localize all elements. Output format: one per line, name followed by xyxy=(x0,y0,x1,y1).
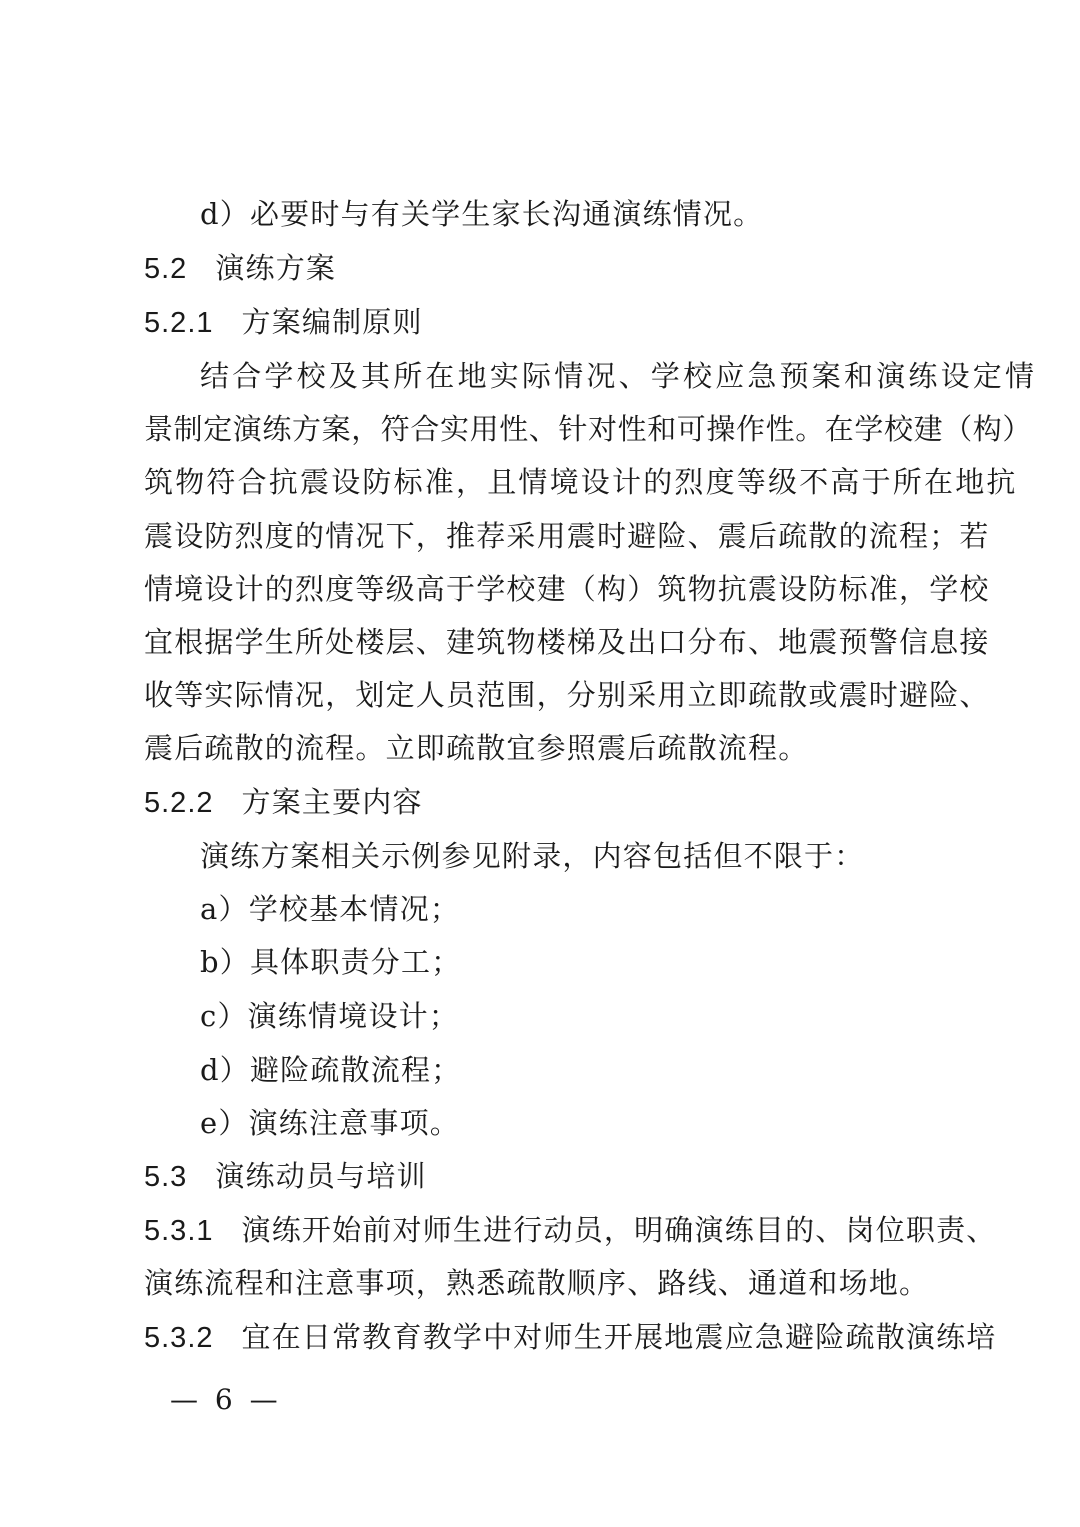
section-heading-5-3 xyxy=(144,1158,944,1195)
paragraph-line: 收等实际情况，划定人员范围，分别采用立即疏散或震时避险、 xyxy=(144,678,990,712)
paragraph-line: 景制定演练方案，符合实用性、针对性和可操作性。在学校建（构） xyxy=(144,412,1033,446)
paragraph-line: 震设防烈度的情况下，推荐采用震时避险、震后疏散的流程；若 xyxy=(144,519,990,553)
page-number: — 6 — xyxy=(170,1383,282,1416)
paragraph-line: 演练方案相关示例参见附录，内容包括但不限于： xyxy=(200,839,865,873)
list-label: c） xyxy=(200,999,248,1033)
section-title: 方案编制原则 xyxy=(241,305,423,339)
section-text: 演练开始前对师生进行动员，明确演练目的、岗位职责、 xyxy=(241,1213,997,1247)
list-item-e xyxy=(200,1105,1000,1141)
paragraph-line: 宜根据学生所处楼层、建筑物楼梯及出口分布、地震预警信息接 xyxy=(144,625,990,659)
list-text: 学校基本情况； xyxy=(248,892,461,926)
list-text: 演练注意事项。 xyxy=(248,1106,460,1140)
section-title: 方案主要内容 xyxy=(241,785,423,819)
section-number: 5.3.1 xyxy=(144,1215,214,1247)
list-label: d） xyxy=(200,197,250,231)
list-item-c xyxy=(200,998,1000,1034)
list-item-a xyxy=(200,891,1000,927)
list-label: a） xyxy=(200,892,249,926)
section-heading-5-2-2 xyxy=(144,784,944,821)
section-number: 5.2 xyxy=(144,253,188,285)
list-label: d） xyxy=(200,1053,250,1087)
section-heading-5-3-1 xyxy=(144,1212,997,1249)
section-title: 演练动员与培训 xyxy=(215,1159,427,1193)
list-item-b xyxy=(200,944,1000,980)
section-number: 5.2.2 xyxy=(144,787,214,819)
list-item-d xyxy=(200,1052,1000,1088)
list-label: e） xyxy=(200,1106,249,1140)
section-number: 5.2.1 xyxy=(144,307,214,339)
list-text: 演练情境设计； xyxy=(247,999,460,1033)
paragraph-line: 震后疏散的流程。立即疏散宜参照震后疏散流程。 xyxy=(144,731,809,765)
list-text: 避险疏散流程； xyxy=(249,1053,462,1087)
section-text: 宜在日常教育教学中对师生开展地震应急避险疏散演练培 xyxy=(241,1320,997,1354)
section-title: 演练方案 xyxy=(215,251,337,285)
paragraph-line: 筑物符合抗震设防标准，且情境设计的烈度等级不高于所在地抗 xyxy=(144,465,1018,499)
section-number: 5.3 xyxy=(144,1161,188,1193)
paragraph-line: 结合学校及其所在地实际情况、学校应急预案和演练设定情 xyxy=(200,359,1038,393)
list-text: 必要时与有关学生家长沟通演练情况。 xyxy=(249,197,764,231)
paragraph-line: 情境设计的烈度等级高于学校建（构）筑物抗震设防标准，学校 xyxy=(144,572,990,606)
list-text: 具体职责分工； xyxy=(249,945,462,979)
paragraph-line: 演练流程和注意事项，熟悉疏散顺序、路线、通道和场地。 xyxy=(144,1266,930,1300)
list-label: b） xyxy=(200,945,250,979)
section-heading-5-2-1 xyxy=(144,304,944,341)
section-heading-5-3-2 xyxy=(144,1319,997,1356)
section-number: 5.3.2 xyxy=(144,1322,214,1354)
list-item-d-parent-communication xyxy=(200,196,1000,232)
section-heading-5-2 xyxy=(144,250,944,287)
